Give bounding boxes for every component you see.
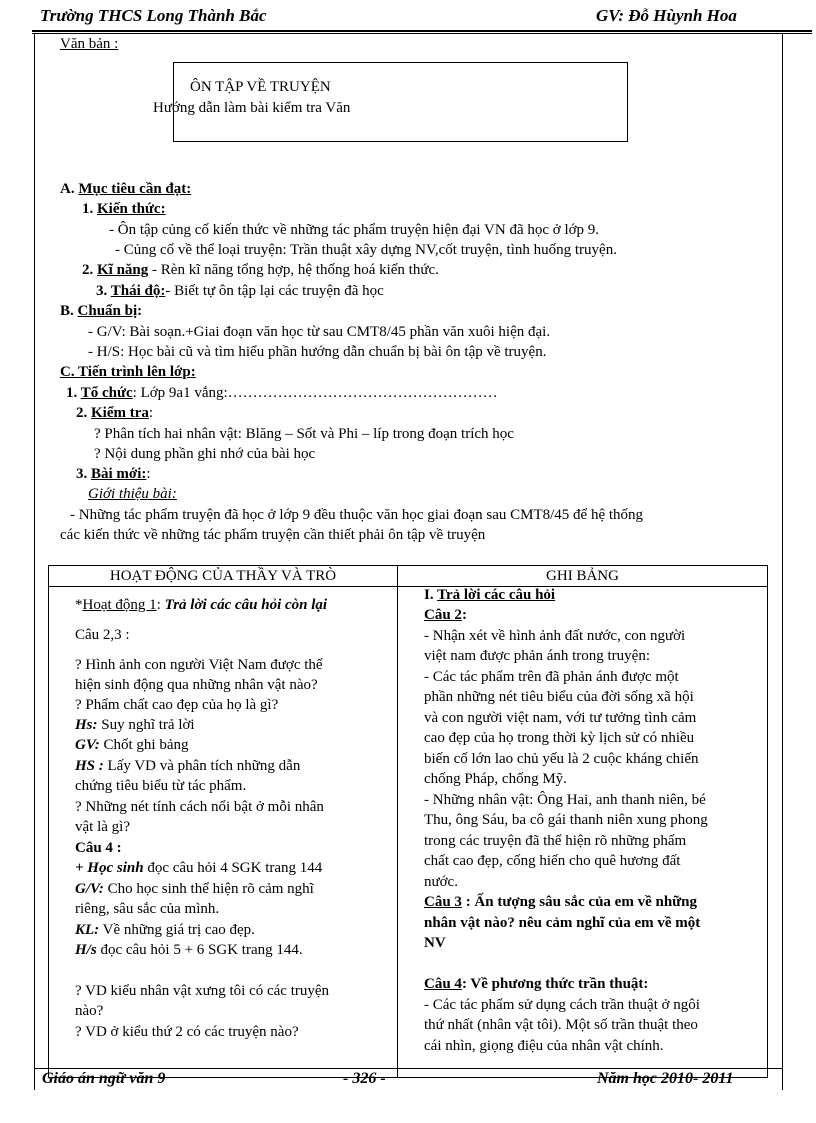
hs-label: Hs: xyxy=(75,717,98,733)
hs-label: H/s xyxy=(75,942,97,958)
board-line: chống Pháp, chống Mỹ. xyxy=(424,771,567,787)
header-teacher: GV: Đỗ Hùynh Hoa xyxy=(596,6,737,25)
footer-left: Giáo án ngữ văn 9 xyxy=(42,1070,166,1087)
footer-rule xyxy=(34,1068,782,1069)
preparation-hs: - H/S: Học bài cũ và tìm hiểu phần hướng dẫn chuẩn bị bài ôn tập về truyện. xyxy=(88,344,547,360)
board-line: biến cố lớn lao chủ yếu là 2 cuộc kháng chiến xyxy=(424,751,699,767)
answer-2-colon: : xyxy=(461,607,467,623)
skill-line xyxy=(82,262,439,279)
hs-line xyxy=(75,715,195,736)
title-line2: Hướng dẫn làm bài kiểm tra Văn xyxy=(153,100,351,116)
new-lesson-suffix: : xyxy=(146,466,151,482)
board-line: - Các tác phẩm sử dụng cách trần thuật ở ngôi xyxy=(424,997,700,1013)
page-frame-left xyxy=(34,33,35,1090)
header-rule-thin xyxy=(32,33,812,34)
activity-label: Hoạt động 1 xyxy=(82,597,157,613)
left-line: nào? xyxy=(75,1003,104,1019)
board-line: thứ nhất (nhân vật tôi). Một số trần thuật theo xyxy=(424,1017,698,1033)
board-line: - Các tác phẩm trên đã phản ánh được một xyxy=(424,669,679,685)
new-lesson-title: Bài mới: xyxy=(91,466,147,482)
activity-table xyxy=(48,565,768,1078)
header-rule xyxy=(32,30,812,32)
board-line: trong các truyện đã thể hiện rõ những phẩm xyxy=(424,833,687,849)
board-line: nước. xyxy=(424,874,458,890)
hs-label: + Học sinh xyxy=(75,860,144,876)
skill-title: Kĩ năng xyxy=(97,262,149,278)
activity-colon: : xyxy=(156,597,165,613)
board-line: - Nhận xét về hình ảnh đất nước, con người xyxy=(424,628,686,644)
header-school: Trường THCS Long Thành Bắc xyxy=(40,6,267,25)
gv-label: GV: xyxy=(75,737,100,753)
attitude-title: Thái độ: xyxy=(110,283,166,299)
footer-right: Năm học 2010- 2011 xyxy=(597,1070,734,1087)
board-line: và con người việt nam, với tư tưởng tình cảm xyxy=(424,710,697,726)
intro-line-2: các kiến thức về những tác phẩm truyện cần thiết phải ôn tập về truyện xyxy=(60,527,486,543)
attitude-text: - Biết tự ôn tập lại các truyện đã học xyxy=(165,283,384,299)
knowledge-heading xyxy=(82,201,166,218)
objectives-prefix: A. xyxy=(60,181,79,197)
check-question-2: ? Nội dung phần ghi nhớ của bài học xyxy=(94,446,316,462)
left-line: ? VD ở kiểu thứ 2 có các truyện nào? xyxy=(75,1024,299,1040)
board-line: - Những nhân vật: Ông Hai, anh thanh niên, bé xyxy=(424,792,706,808)
check-question-1: ? Phân tích hai nhân vật: Blăng – Sốt và Phi – líp trong đoạn trích học xyxy=(94,426,514,442)
skill-text: - Rèn kĩ năng tổng hợp, hệ thống hoá kiến thức. xyxy=(148,262,439,278)
answer-3-text: : Ấn tượng sâu sắc của em về những xyxy=(461,894,698,910)
check-suffix: : xyxy=(148,405,154,421)
preparation-title: Chuẩn bị xyxy=(77,303,138,319)
new-lesson-heading xyxy=(76,466,151,483)
kl-text: Về những giá trị cao đẹp. xyxy=(99,922,255,938)
answer-3-label: Câu 3 xyxy=(424,894,462,910)
hs-line xyxy=(75,940,303,961)
attitude-line xyxy=(96,283,384,300)
table-header-row xyxy=(49,566,768,587)
activity-1-heading xyxy=(75,595,327,616)
left-line: ? Những nét tính cách nổi bật ở mỗi nhân xyxy=(75,799,324,815)
title-line1: ÔN TẬP VỀ TRUYỆN xyxy=(190,79,331,95)
kl-label: KL: xyxy=(75,922,100,938)
hs-line xyxy=(75,858,322,879)
board-line: nhân vật nào? nêu cảm nghĩ của em về một xyxy=(424,915,701,931)
skill-label: 2. xyxy=(82,262,97,278)
hs-line xyxy=(75,756,300,777)
activities-cell xyxy=(49,587,398,1078)
hs-text: Lấy VD và phân tích những dẫn xyxy=(103,758,301,774)
knowledge-title: Kiến thức: xyxy=(97,201,166,217)
knowledge-line-1: - Ôn tập củng cố kiến thức về những tác phẩm truyện hiện đại VN đã học ở lớp 9. xyxy=(109,222,600,238)
col-header-activities: HOẠT ĐỘNG CỦA THẦY VÀ TRÒ xyxy=(49,566,398,587)
board-line: việt nam được phản ánh trong truyện: xyxy=(424,648,651,664)
question-4: Câu 4 : xyxy=(75,840,122,856)
check-label: 2. xyxy=(76,405,91,421)
gv-line xyxy=(75,879,314,900)
preparation-suffix: : xyxy=(137,303,143,319)
answer-3-heading xyxy=(424,892,697,913)
hs-text: đọc câu hỏi 4 SGK trang 144 xyxy=(143,860,323,876)
left-line: vật là gì? xyxy=(75,819,130,835)
hs-label: HS : xyxy=(75,758,104,774)
left-line: ? Hình ảnh con người Việt Nam được thể xyxy=(75,657,323,673)
left-line: chứng tiêu biểu từ tác phẩm. xyxy=(75,778,247,794)
activity-prefix: * xyxy=(75,597,83,613)
gv-text: Chốt ghi bảng xyxy=(99,737,189,753)
section-label: Văn bản : xyxy=(60,36,119,52)
procedure-heading: C. Tiến trình lên lớp: xyxy=(60,364,196,380)
col-header-board: GHI BẢNG xyxy=(398,566,768,587)
answer-4-label: Câu 4 xyxy=(424,976,462,992)
table-row xyxy=(49,587,768,1078)
knowledge-line-2: - Củng cố về thể loại truyện: Trần thuật xây dựng NV,cốt truyện, tình huống truyện. xyxy=(115,242,617,258)
hs-text: Suy nghĩ trả lời xyxy=(97,717,195,733)
kl-line xyxy=(75,920,255,941)
attitude-label: 3. xyxy=(96,283,111,299)
org-line xyxy=(66,385,498,402)
check-heading xyxy=(76,405,153,422)
board-line: phần những nét tiêu biểu của đời sống xã hội xyxy=(424,689,694,705)
board-line: cái nhìn, giọng điệu của nhân vật chính. xyxy=(424,1038,664,1054)
board-section-title: Trả lời các câu hỏi xyxy=(437,587,556,603)
question-2-3: Câu 2,3 : xyxy=(75,627,130,643)
answer-2-label: Câu 2 xyxy=(424,607,462,623)
left-line: ? VD kiểu nhân vật xưng tôi có các truyện xyxy=(75,983,330,999)
gv-text: Cho học sinh thể hiện rõ cảm nghĩ xyxy=(103,881,314,897)
gv-label: G/V: xyxy=(75,881,104,897)
check-title: Kiểm tra xyxy=(91,405,149,421)
left-line: hiện sinh động qua những nhân vật nào? xyxy=(75,677,318,693)
answer-4-text: : Về phương thức trần thuật: xyxy=(461,976,649,992)
gv-line xyxy=(75,735,188,756)
activity-title: Trả lời các câu hỏi còn lại xyxy=(164,597,328,613)
board-line: cao đẹp của họ trong thời kỳ lịch sử có nhiều xyxy=(424,730,695,746)
intro-line-1: - Những tác phẩm truyện đã học ở lớp 9 đều thuộc văn học giai đoạn sau CMT8/45 để hệ thống xyxy=(70,507,644,523)
org-label: 1. xyxy=(66,385,81,401)
objectives-heading xyxy=(60,181,191,198)
left-line: ? Phẩm chất cao đẹp của họ là gì? xyxy=(75,697,279,713)
new-lesson-label: 3. xyxy=(76,466,91,482)
board-line: NV xyxy=(424,935,446,951)
answer-4-heading xyxy=(424,974,648,995)
board-section-heading xyxy=(424,585,555,606)
answer-2-heading xyxy=(424,605,467,626)
page-frame-right xyxy=(782,33,783,1090)
footer-page-number: - 326 - xyxy=(343,1070,386,1087)
board-section-prefix: I. xyxy=(424,587,438,603)
preparation-heading xyxy=(60,303,142,320)
objectives-title: Mục tiêu cần đạt: xyxy=(78,181,192,197)
intro-heading: Giới thiệu bài: xyxy=(88,486,177,502)
hs-text: đọc câu hỏi 5 + 6 SGK trang 144. xyxy=(96,942,303,958)
board-line: chất cao đẹp, cống hiến cho quê hương đất xyxy=(424,853,681,869)
knowledge-label: 1. xyxy=(82,201,97,217)
board-cell xyxy=(398,587,768,1078)
board-line: Thu, ông Sáu, ba cô gái thanh niên xung phong xyxy=(424,812,708,828)
preparation-gv: - G/V: Bài soạn.+Giai đoạn văn học từ sau CMT8/45 phần văn xuôi hiện đại. xyxy=(88,324,551,340)
org-text: : Lớp 9a1 vắng:……………………………………………… xyxy=(132,385,498,401)
org-title: Tổ chức xyxy=(80,385,133,401)
left-line: riêng, sâu sắc của mình. xyxy=(75,901,220,917)
preparation-prefix: B. xyxy=(60,303,78,319)
